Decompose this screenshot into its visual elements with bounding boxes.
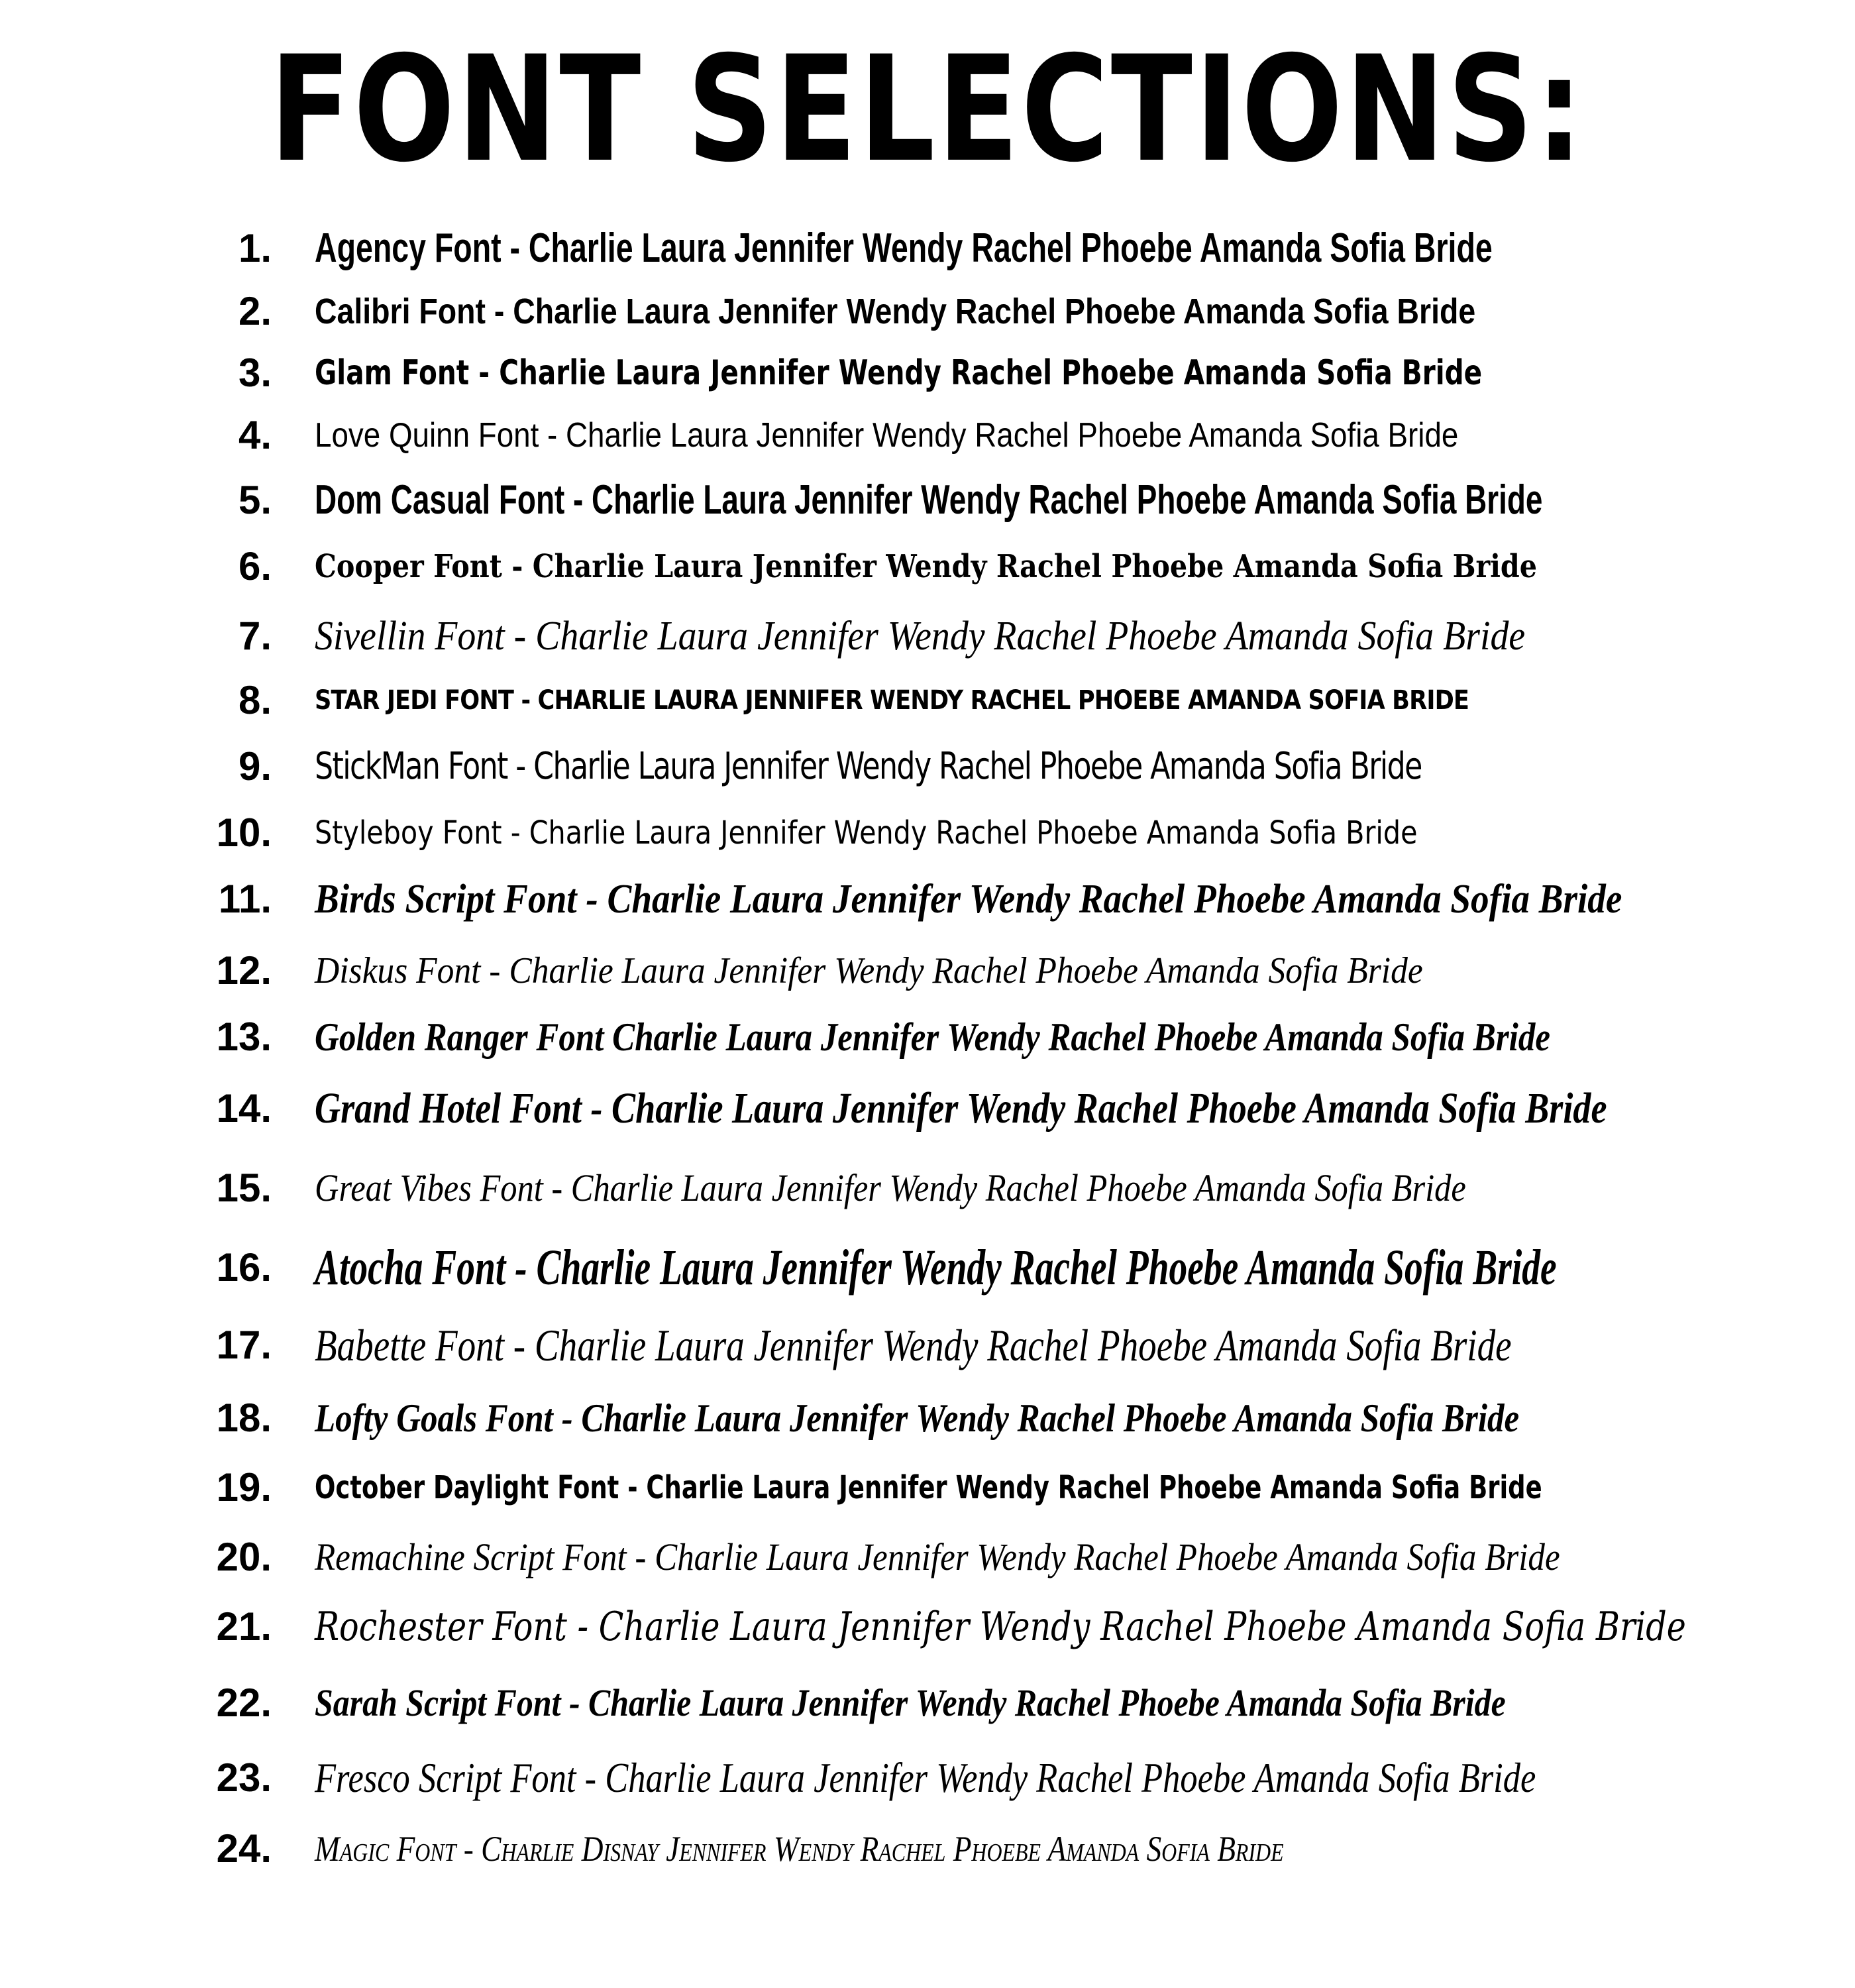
font-row-17 bbox=[0, 1315, 1855, 1375]
font-row-12 bbox=[0, 941, 1855, 1001]
font-label: Calibri Font - bbox=[315, 292, 505, 331]
font-number: 3. bbox=[238, 351, 272, 395]
font-sample bbox=[315, 1238, 1557, 1298]
font-row-2 bbox=[0, 282, 1855, 341]
font-number: 5. bbox=[238, 478, 272, 522]
font-number: 9. bbox=[238, 744, 272, 789]
font-sample-names: Charlie Laura Jennifer Wendy Rachel Phoebe Amanda Sofia Bride bbox=[612, 1015, 1550, 1059]
font-number: 20. bbox=[216, 1535, 272, 1579]
font-sample bbox=[315, 537, 1537, 596]
font-sample bbox=[315, 282, 1475, 341]
font-sample-names: Charlie Disnay Jennifer Wendy Rachel Phoebe Amanda Sofia Bride bbox=[481, 1829, 1284, 1869]
font-sample-names: Charlie Laura Jennifer Wendy Rachel Phoebe Amanda Sofia Bride bbox=[581, 1396, 1520, 1440]
font-number: 23. bbox=[216, 1755, 272, 1800]
font-row-9 bbox=[0, 737, 1855, 797]
font-row-19 bbox=[0, 1458, 1855, 1518]
font-sample bbox=[315, 671, 1469, 730]
font-number: 7. bbox=[238, 614, 272, 658]
font-sample-names: Charlie Laura Jennifer Wendy Rachel Phoebe Amanda Sofia Bride bbox=[536, 1240, 1557, 1296]
font-sample bbox=[315, 1748, 1536, 1808]
font-label: Birds Script Font - bbox=[315, 877, 598, 922]
font-sample-names: Charlie Laura Jennifer Wendy Rachel Phoebe Amanda Sofia Bride bbox=[532, 548, 1538, 585]
font-sample-names: Charlie Laura Jennifer Wendy Rachel Phoebe Amanda Sofia Bride bbox=[655, 1535, 1560, 1578]
font-sample bbox=[315, 219, 1493, 278]
font-sample bbox=[315, 1819, 1284, 1879]
font-sample-names: Charlie Laura Jennifer Wendy Rachel Phoebe Amanda Sofia Bride bbox=[605, 1754, 1536, 1801]
font-label: Magic Font - bbox=[315, 1829, 474, 1869]
page-title: FONT SELECTIONS: bbox=[269, 25, 1586, 194]
font-label: Grand Hotel Font - bbox=[315, 1084, 603, 1132]
font-label: Glam Font - bbox=[315, 353, 490, 393]
font-label: Remachine Script Font - bbox=[315, 1535, 647, 1578]
font-number: 18. bbox=[216, 1396, 272, 1440]
font-number: 14. bbox=[216, 1086, 272, 1131]
font-sample bbox=[315, 1673, 1506, 1733]
font-sample-names: Charlie Laura Jennifer Wendy Rachel Phoebe Amanda Sofia Bride bbox=[534, 1320, 1512, 1370]
font-label: Love Quinn Font - bbox=[315, 416, 558, 455]
font-number: 4. bbox=[238, 413, 272, 457]
font-row-3 bbox=[0, 343, 1855, 403]
font-label: STAR JEDI FONT - bbox=[315, 685, 531, 716]
font-label: Dom Casual Font - bbox=[315, 477, 584, 523]
font-label: Sarah Script Font - bbox=[315, 1681, 580, 1724]
font-sample bbox=[315, 1315, 1512, 1375]
font-sample-names: Charlie Laura Jennifer Wendy Rachel Phoebe Amanda Sofia Bride bbox=[570, 1166, 1466, 1209]
font-sample bbox=[315, 343, 1482, 403]
font-number: 1. bbox=[238, 226, 272, 270]
font-row-8 bbox=[0, 671, 1855, 730]
font-row-6 bbox=[0, 537, 1855, 596]
font-number: 15. bbox=[216, 1166, 272, 1210]
font-number: 17. bbox=[216, 1323, 272, 1367]
font-sample-names: Charlie Laura Jennifer Wendy Rachel Phoebe Amanda Sofia Bride bbox=[588, 1681, 1506, 1724]
font-row-11 bbox=[0, 869, 1855, 929]
font-row-1 bbox=[0, 219, 1855, 278]
font-row-5 bbox=[0, 470, 1855, 530]
font-row-23 bbox=[0, 1748, 1855, 1808]
font-number: 19. bbox=[216, 1465, 272, 1510]
font-label: October Daylight Font - bbox=[315, 1469, 638, 1506]
font-sample-names: Charlie Laura Jennifer Wendy Rachel Phoebe Amanda Sofia Bride bbox=[607, 877, 1622, 922]
font-row-22 bbox=[0, 1673, 1855, 1733]
font-number: 6. bbox=[238, 544, 272, 588]
font-sample bbox=[315, 1158, 1466, 1218]
font-sample-names: Charlie Laura Jennifer Wendy Rachel Phoebe Amanda Sofia Bride bbox=[533, 745, 1422, 788]
font-sample-names: Charlie Laura Jennifer Wendy Rachel Phoebe Amanda Sofia Bride bbox=[513, 292, 1476, 331]
font-number: 12. bbox=[216, 948, 272, 993]
font-row-16 bbox=[0, 1238, 1855, 1298]
font-row-7 bbox=[0, 606, 1855, 666]
font-sample bbox=[315, 406, 1458, 465]
font-sample-names: Charlie Laura Jennifer Wendy Rachel Phoebe Amanda Sofia Bride bbox=[646, 1469, 1542, 1506]
font-row-14 bbox=[0, 1079, 1855, 1138]
font-sample-names: Charlie Laura Jennifer Wendy Rachel Phoebe Amanda Sofia Bride bbox=[566, 416, 1459, 455]
font-row-15 bbox=[0, 1158, 1855, 1218]
font-number: 10. bbox=[216, 810, 272, 855]
font-number: 22. bbox=[216, 1681, 272, 1725]
font-label: StickMan Font - bbox=[315, 745, 525, 788]
font-sample-names: Charlie Laura Jennifer Wendy Rachel Phoebe Amanda Sofia Bride bbox=[529, 814, 1418, 852]
font-sample bbox=[315, 606, 1525, 666]
font-row-13 bbox=[0, 1007, 1855, 1067]
font-sample bbox=[315, 1007, 1550, 1067]
font-label: Golden Ranger Font bbox=[315, 1015, 604, 1059]
font-row-20 bbox=[0, 1527, 1855, 1587]
font-sample bbox=[315, 1527, 1560, 1587]
font-row-21 bbox=[0, 1597, 1855, 1657]
font-label: Great Vibes Font - bbox=[315, 1166, 563, 1209]
font-number: 13. bbox=[216, 1015, 272, 1059]
font-label: Atocha Font - bbox=[315, 1240, 527, 1296]
font-sample-names: Charlie Laura Jennifer Wendy Rachel Phoebe Amanda Sofia Bride bbox=[509, 950, 1423, 991]
font-label: Lofty Goals Font - bbox=[315, 1396, 573, 1440]
font-number: 8. bbox=[238, 678, 272, 722]
font-number: 2. bbox=[238, 289, 272, 333]
font-row-10 bbox=[0, 803, 1855, 863]
font-number: 21. bbox=[216, 1604, 272, 1649]
font-row-18 bbox=[0, 1388, 1855, 1448]
font-number: 24. bbox=[216, 1826, 272, 1871]
font-sample bbox=[315, 1388, 1519, 1448]
font-label: Styleboy Font - bbox=[315, 814, 521, 852]
font-sample bbox=[315, 737, 1422, 797]
font-sample bbox=[315, 1597, 1686, 1657]
font-number: 11. bbox=[218, 877, 272, 921]
font-label: Agency Font - bbox=[315, 225, 520, 271]
font-sample-names: Charlie Laura Jennifer Wendy Rachel Phoebe Amanda Sofia Bride bbox=[592, 477, 1543, 523]
font-sample-names: Charlie Laura Jennifer Wendy Rachel Phoebe Amanda Sofia Bride bbox=[499, 353, 1483, 393]
font-label: Babette Font - bbox=[315, 1320, 526, 1370]
font-sample-names: CHARLIE LAURA JENNIFER WENDY RACHEL PHOEBE AMANDA SOFIA BRIDE bbox=[537, 685, 1469, 716]
font-label: Sivellin Font - bbox=[315, 614, 527, 659]
font-label: Diskus Font - bbox=[315, 950, 501, 991]
font-sample-names: Charlie Laura Jennifer Wendy Rachel Phoebe Amanda Sofia Bride bbox=[611, 1084, 1607, 1132]
font-sample-names: Charlie Laura Jennifer Wendy Rachel Phoebe Amanda Sofia Bride bbox=[598, 1604, 1686, 1650]
font-sample bbox=[315, 803, 1418, 863]
font-sample bbox=[315, 1458, 1542, 1518]
font-sample bbox=[315, 1079, 1607, 1138]
font-number: 16. bbox=[216, 1245, 272, 1290]
font-label: Rochester Font - bbox=[315, 1604, 589, 1650]
font-label: Fresco Script Font - bbox=[315, 1754, 597, 1801]
font-row-4 bbox=[0, 406, 1855, 465]
font-sample bbox=[315, 869, 1622, 929]
font-sample bbox=[315, 941, 1423, 1001]
font-label: Cooper Font - bbox=[315, 548, 523, 585]
font-sample bbox=[315, 470, 1542, 530]
font-sample-names: Charlie Laura Jennifer Wendy Rachel Phoebe Amanda Sofia Bride bbox=[528, 225, 1493, 271]
font-row-24 bbox=[0, 1819, 1855, 1879]
font-sample-names: Charlie Laura Jennifer Wendy Rachel Phoebe Amanda Sofia Bride bbox=[535, 614, 1526, 659]
